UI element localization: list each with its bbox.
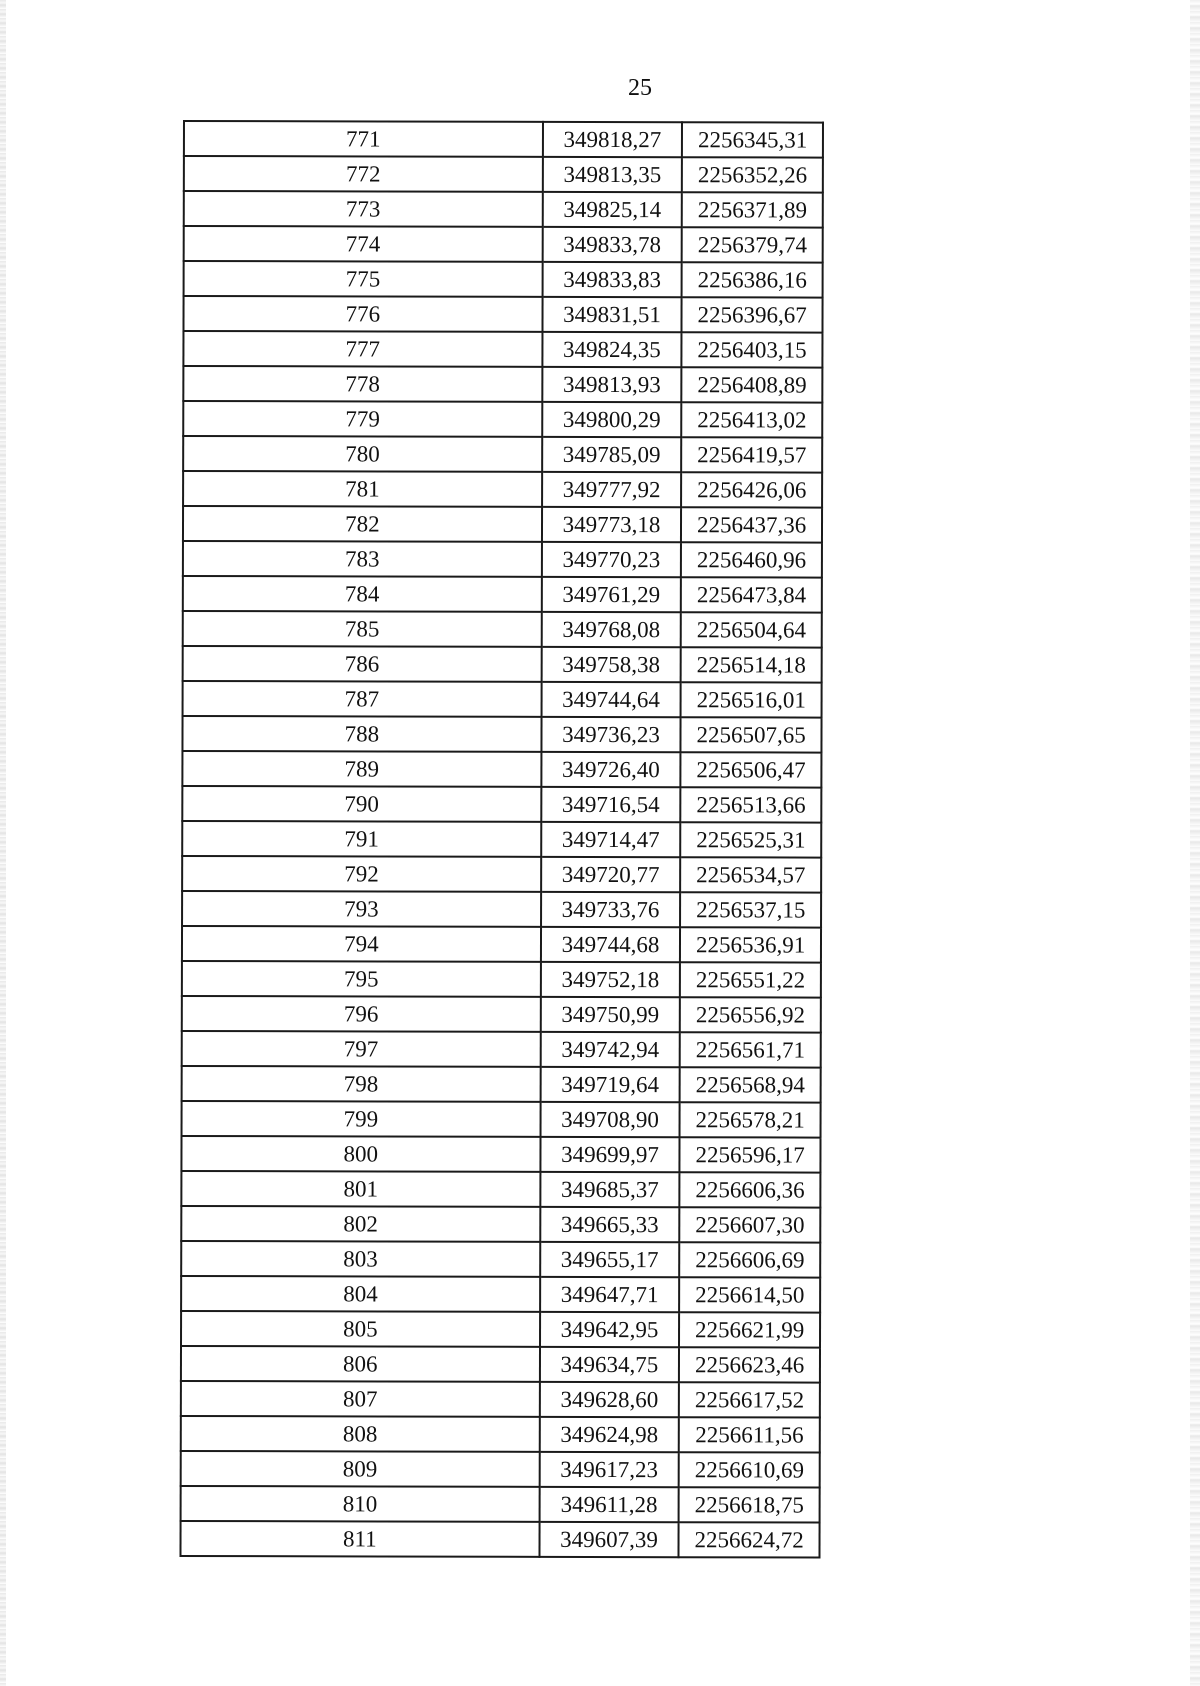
point-number-cell: 778 (183, 366, 542, 402)
point-number-cell: 787 (183, 681, 542, 717)
point-number-cell: 772 (184, 156, 543, 192)
point-number-cell: 794 (182, 926, 541, 962)
table-row (183, 576, 822, 613)
y-coordinate-cell: 2256371,89 (682, 192, 823, 227)
y-coordinate-cell: 2256578,21 (680, 1102, 821, 1137)
table-row (183, 296, 822, 333)
point-number-cell: 792 (182, 856, 541, 892)
x-coordinate-cell: 349761,29 (542, 577, 682, 612)
x-coordinate-cell: 349628,60 (540, 1382, 680, 1417)
y-coordinate-cell: 2256606,69 (679, 1242, 820, 1277)
x-coordinate-cell: 349777,92 (542, 472, 682, 507)
x-coordinate-cell: 349720,77 (541, 857, 681, 892)
page-number: 25 (628, 75, 652, 101)
x-coordinate-cell: 349685,37 (540, 1172, 680, 1207)
y-coordinate-cell: 2256536,91 (680, 927, 821, 962)
x-coordinate-cell: 349624,98 (539, 1417, 679, 1452)
point-number-cell: 802 (181, 1206, 540, 1242)
point-number-cell: 776 (183, 296, 542, 332)
y-coordinate-cell: 2256610,69 (679, 1452, 820, 1487)
point-number-cell: 804 (181, 1276, 540, 1312)
table-row (182, 926, 821, 963)
y-coordinate-cell: 2256618,75 (679, 1487, 820, 1522)
point-number-cell: 786 (183, 646, 542, 682)
point-number-cell: 774 (184, 226, 543, 262)
point-number-cell: 796 (182, 996, 541, 1032)
point-number-cell: 807 (181, 1381, 540, 1417)
point-number-cell: 803 (181, 1241, 540, 1277)
table-row (182, 1066, 821, 1103)
point-number-cell: 789 (182, 751, 541, 787)
table-row (181, 1311, 820, 1348)
table-row (181, 1346, 820, 1383)
point-number-cell: 795 (182, 961, 541, 997)
point-number-cell: 791 (182, 821, 541, 857)
x-coordinate-cell: 349634,75 (540, 1347, 680, 1382)
point-number-cell: 811 (180, 1521, 539, 1557)
y-coordinate-cell: 2256561,71 (680, 1032, 821, 1067)
table-row (183, 401, 822, 438)
y-coordinate-cell: 2256606,36 (680, 1172, 821, 1207)
x-coordinate-cell: 349785,09 (542, 437, 682, 472)
point-number-cell: 782 (183, 506, 542, 542)
y-coordinate-cell: 2256408,89 (682, 367, 823, 402)
table-row (183, 331, 822, 368)
y-coordinate-cell: 2256607,30 (680, 1207, 821, 1242)
point-number-cell: 785 (183, 611, 542, 647)
table-row (181, 1171, 820, 1208)
table-row (183, 436, 822, 473)
point-number-cell: 793 (182, 891, 541, 927)
y-coordinate-cell: 2256345,31 (682, 122, 823, 157)
coordinates-table-body (180, 121, 823, 1558)
table-row (184, 191, 823, 228)
y-coordinate-cell: 2256460,96 (681, 542, 822, 577)
x-coordinate-cell: 349699,97 (540, 1137, 680, 1172)
x-coordinate-cell: 349825,14 (542, 192, 682, 227)
x-coordinate-cell: 349655,17 (540, 1242, 680, 1277)
point-number-cell: 798 (182, 1066, 541, 1102)
x-coordinate-cell: 349617,23 (539, 1452, 679, 1487)
point-number-cell: 779 (183, 401, 542, 437)
x-coordinate-cell: 349773,18 (542, 507, 682, 542)
point-number-cell: 810 (181, 1486, 540, 1522)
y-coordinate-cell: 2256516,01 (681, 682, 822, 717)
y-coordinate-cell: 2256379,74 (682, 227, 823, 262)
point-number-cell: 805 (181, 1311, 540, 1347)
table-row (182, 786, 821, 823)
x-coordinate-cell: 349833,78 (542, 227, 682, 262)
table-row (182, 961, 821, 998)
y-coordinate-cell: 2256623,46 (679, 1347, 820, 1382)
y-coordinate-cell: 2256437,36 (681, 507, 822, 542)
table-row (182, 996, 821, 1033)
x-coordinate-cell: 349758,38 (541, 647, 681, 682)
x-coordinate-cell: 349818,27 (543, 122, 683, 157)
y-coordinate-cell: 2256617,52 (679, 1382, 820, 1417)
point-number-cell: 777 (183, 331, 542, 367)
y-coordinate-cell: 2256537,15 (680, 892, 821, 927)
table-row (182, 751, 821, 788)
table-row (181, 1276, 820, 1313)
table-row (182, 821, 821, 858)
x-coordinate-cell: 349833,83 (542, 262, 682, 297)
table-row (181, 1206, 820, 1243)
x-coordinate-cell: 349750,99 (540, 997, 680, 1032)
table-row (183, 541, 822, 578)
table-row (181, 1416, 820, 1453)
scan-edge-right (1190, 0, 1200, 1686)
point-number-cell: 790 (182, 786, 541, 822)
coordinates-table (179, 120, 824, 1559)
y-coordinate-cell: 2256513,66 (681, 787, 822, 822)
y-coordinate-cell: 2256473,84 (681, 577, 822, 612)
table-row (183, 681, 822, 718)
point-number-cell: 809 (181, 1451, 540, 1487)
x-coordinate-cell: 349831,51 (542, 297, 682, 332)
x-coordinate-cell: 349744,68 (541, 927, 681, 962)
y-coordinate-cell: 2256556,92 (680, 997, 821, 1032)
y-coordinate-cell: 2256568,94 (680, 1067, 821, 1102)
table-row (182, 856, 821, 893)
table-row (183, 506, 822, 543)
table-row (183, 646, 822, 683)
point-number-cell: 801 (181, 1171, 540, 1207)
table-row (182, 891, 821, 928)
y-coordinate-cell: 2256419,57 (681, 437, 822, 472)
table-row (181, 1486, 820, 1523)
scan-edge-left (0, 0, 6, 1686)
x-coordinate-cell: 349719,64 (540, 1067, 680, 1102)
point-number-cell: 784 (183, 576, 542, 612)
y-coordinate-cell: 2256507,65 (681, 717, 822, 752)
y-coordinate-cell: 2256426,06 (681, 472, 822, 507)
point-number-cell: 799 (182, 1101, 541, 1137)
x-coordinate-cell: 349726,40 (541, 752, 681, 787)
point-number-cell: 780 (183, 436, 542, 472)
y-coordinate-cell: 2256596,17 (680, 1137, 821, 1172)
table-row (181, 1241, 820, 1278)
point-number-cell: 781 (183, 471, 542, 507)
y-coordinate-cell: 2256525,31 (680, 822, 821, 857)
x-coordinate-cell: 349813,35 (543, 157, 683, 192)
table-row (182, 1101, 821, 1138)
y-coordinate-cell: 2256386,16 (682, 262, 823, 297)
table-row (184, 226, 823, 263)
table-row (183, 366, 822, 403)
x-coordinate-cell: 349824,35 (542, 332, 682, 367)
x-coordinate-cell: 349642,95 (540, 1312, 680, 1347)
x-coordinate-cell: 349744,64 (541, 682, 681, 717)
table-row (184, 121, 823, 158)
y-coordinate-cell: 2256514,18 (681, 647, 822, 682)
table-row (184, 261, 823, 298)
point-number-cell: 775 (184, 261, 543, 297)
point-number-cell: 797 (182, 1031, 541, 1067)
point-number-cell: 771 (184, 121, 543, 157)
x-coordinate-cell: 349770,23 (542, 542, 682, 577)
table-row (180, 1521, 819, 1558)
table-row (183, 611, 822, 648)
y-coordinate-cell: 2256611,56 (679, 1417, 820, 1452)
x-coordinate-cell: 349733,76 (541, 892, 681, 927)
table-row (181, 1136, 820, 1173)
x-coordinate-cell: 349800,29 (542, 402, 682, 437)
x-coordinate-cell: 349716,54 (541, 787, 681, 822)
x-coordinate-cell: 349813,93 (542, 367, 682, 402)
x-coordinate-cell: 349752,18 (541, 962, 681, 997)
x-coordinate-cell: 349768,08 (541, 612, 681, 647)
y-coordinate-cell: 2256614,50 (679, 1277, 820, 1312)
point-number-cell: 773 (184, 191, 543, 227)
point-number-cell: 783 (183, 541, 542, 577)
y-coordinate-cell: 2256396,67 (682, 297, 823, 332)
y-coordinate-cell: 2256534,57 (680, 857, 821, 892)
table-row (182, 716, 821, 753)
table-row (181, 1381, 820, 1418)
point-number-cell: 800 (181, 1136, 540, 1172)
x-coordinate-cell: 349708,90 (540, 1102, 680, 1137)
y-coordinate-cell: 2256403,15 (682, 332, 823, 367)
table-row (184, 156, 823, 193)
table-row (181, 1451, 820, 1488)
x-coordinate-cell: 349665,33 (540, 1207, 680, 1242)
y-coordinate-cell: 2256551,22 (680, 962, 821, 997)
y-coordinate-cell: 2256506,47 (681, 752, 822, 787)
table-row (182, 1031, 821, 1068)
x-coordinate-cell: 349647,71 (540, 1277, 680, 1312)
x-coordinate-cell: 349736,23 (541, 717, 681, 752)
point-number-cell: 808 (181, 1416, 540, 1452)
y-coordinate-cell: 2256413,02 (682, 402, 823, 437)
x-coordinate-cell: 349742,94 (540, 1032, 680, 1067)
x-coordinate-cell: 349611,28 (539, 1487, 679, 1522)
y-coordinate-cell: 2256504,64 (681, 612, 822, 647)
y-coordinate-cell: 2256624,72 (679, 1522, 820, 1557)
point-number-cell: 788 (182, 716, 541, 752)
y-coordinate-cell: 2256621,99 (679, 1312, 820, 1347)
x-coordinate-cell: 349714,47 (541, 822, 681, 857)
table-row (183, 471, 822, 508)
point-number-cell: 806 (181, 1346, 540, 1382)
y-coordinate-cell: 2256352,26 (682, 157, 823, 192)
x-coordinate-cell: 349607,39 (539, 1522, 679, 1557)
